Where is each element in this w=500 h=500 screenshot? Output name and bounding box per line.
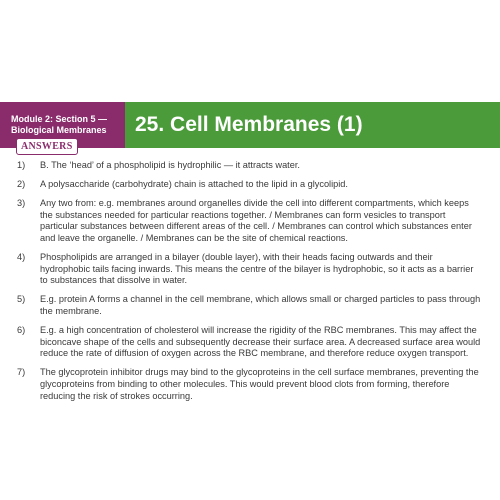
answer-number: 3) (17, 198, 26, 209)
answer-item-5 (0, 294, 500, 317)
answer-text: The glycoprotein inhibitor drugs may bind to the glycoproteins in the cell surface membranes, preventing the glycoproteins from binding to other molecules. This would prevent blood clots from forming, therefore reducing the risk of strokes occurring. (40, 367, 479, 401)
answer-text: E.g. a high concentration of cholesterol will increase the rigidity of the RBC membranes. This may affect the biconcave shape of the cells and subsequently decrease their surface area. A decreased surface area would reduce the rate of diffusion of oxygen across the RBC membrane, and therefore reduce oxygen transport. (40, 325, 481, 359)
answer-number: 5) (17, 294, 26, 305)
page-title: 25. Cell Membranes (1) (125, 102, 500, 148)
answer-text: Phospholipids are arranged in a bilayer (double layer), with their heads facing outwards and their hydrophobic tails facing inwards. This means the centre of the bilayer is hydrophobic, so it acts as a barrier to substances that dissolve in water. (40, 252, 474, 286)
answer-text: Any two from: e.g. membranes around organelles divide the cell into different compartments, which keeps the substances needed for particular reactions together. / Membranes can form vesicles to transport particular substances between different areas of the cell. / Membranes can control which substances enter and leave the organelle. / Membranes can be the site of chemical reactions. (40, 198, 472, 243)
answers-badge: ANSWERS (16, 138, 78, 155)
answer-item-2 (0, 179, 500, 191)
answer-text: E.g. protein A forms a channel in the cell membrane, which allows small or charged particles to pass through the membrane. (40, 294, 481, 316)
module-line-2: Biological Membranes (11, 125, 107, 135)
answer-number: 6) (17, 325, 26, 336)
answer-item-4 (0, 252, 500, 287)
answer-number: 1) (17, 160, 26, 170)
answer-item-3 (0, 198, 500, 244)
answer-text: A polysaccharide (carbohydrate) chain is attached to the lipid in a glycolipid. (40, 179, 348, 190)
answer-item-7 (0, 367, 500, 402)
answer-number: 2) (17, 179, 26, 190)
module-line-1: Module 2: Section 5 — (11, 114, 108, 124)
answer-item-6 (0, 325, 500, 360)
answer-number: 7) (17, 367, 26, 378)
answer-number: 4) (17, 252, 26, 263)
answer-text: B. The ‘head’ of a phospholipid is hydrophilic — it attracts water. (40, 160, 300, 170)
answer-item-1 (0, 160, 500, 172)
answers-list (0, 160, 500, 410)
